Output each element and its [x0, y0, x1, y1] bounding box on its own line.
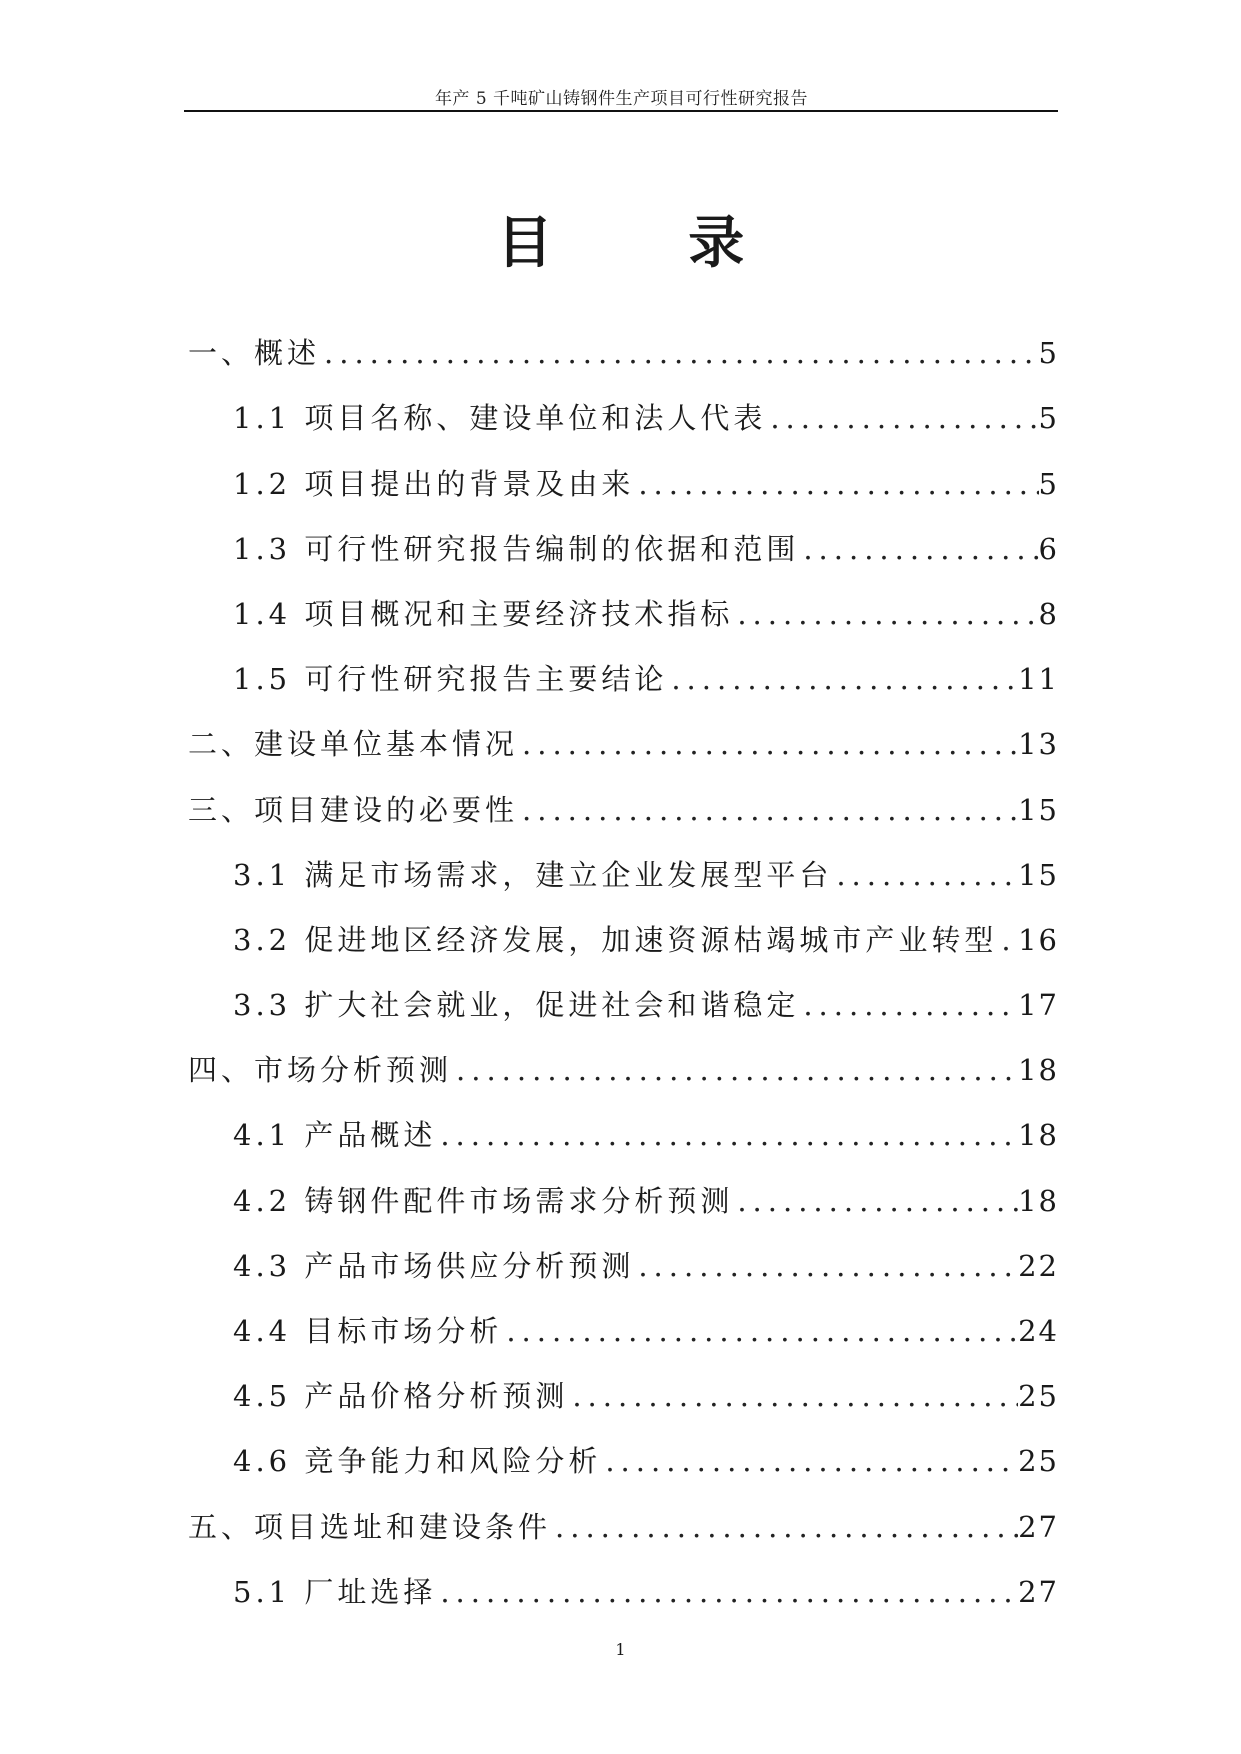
toc-entry-page: 24	[1018, 1314, 1059, 1348]
toc-section-entry[interactable]	[188, 1085, 1059, 1153]
toc-entry-title: 4.3 产品市场供应分析预测	[233, 1248, 635, 1283]
toc-dot-leader	[832, 861, 1018, 890]
toc-section-entry[interactable]	[188, 1216, 1059, 1281]
toc-entry-page: 25	[1018, 1444, 1059, 1479]
toc-entry-page: 27	[1018, 1509, 1059, 1544]
toc-dot-leader	[320, 339, 1039, 368]
toc-entry-title: 4.5 产品价格分析预测	[233, 1379, 569, 1414]
toc-dot-leader	[551, 1513, 1018, 1542]
toc-dot-leader	[568, 1382, 1018, 1411]
toc-entry-title: 3.2 促进地区经济发展，加速资源枯竭城市产业转型	[233, 922, 998, 957]
table-of-contents	[188, 303, 1059, 1607]
toc-dot-leader	[733, 600, 1038, 629]
toc-entry-title: 三、项目建设的必要性	[188, 792, 519, 827]
toc-entry-title: 1.1 项目名称、建设单位和法人代表	[233, 401, 767, 436]
toc-section-entry[interactable]	[188, 564, 1059, 629]
toc-entry-page: 22	[1018, 1248, 1059, 1283]
toc-entry-title: 五、项目选址和建设条件	[188, 1509, 552, 1544]
toc-chapter-entry[interactable]	[188, 1476, 1059, 1544]
toc-entry-title: 5.1 厂址选择	[233, 1574, 437, 1609]
toc-dot-leader	[436, 1121, 1018, 1150]
toc-entry-title: 3.1 满足市场需求，建立企业发展型平台	[233, 857, 833, 892]
toc-entry-page: 16	[1018, 922, 1059, 957]
toc-title: 目 录	[496, 210, 803, 276]
toc-entry-title: 一、概述	[188, 336, 321, 371]
toc-section-entry[interactable]	[188, 1346, 1059, 1414]
toc-dot-leader	[667, 665, 1018, 694]
toc-entry-page: 25	[1018, 1379, 1059, 1414]
toc-section-entry[interactable]	[188, 825, 1059, 890]
header-divider	[184, 110, 1058, 112]
toc-entry-title: 4.4 目标市场分析	[233, 1314, 503, 1348]
running-header: 年产 5 千吨矿山铸钢件生产项目可行性研究报告	[434, 89, 809, 109]
toc-section-entry[interactable]	[188, 499, 1059, 564]
toc-dot-leader	[997, 926, 1018, 955]
toc-section-entry[interactable]	[188, 890, 1059, 955]
toc-section-entry[interactable]	[188, 1542, 1059, 1607]
toc-dot-leader	[799, 535, 1038, 564]
toc-dot-leader	[634, 1252, 1018, 1281]
toc-dot-leader	[766, 404, 1038, 433]
toc-section-entry[interactable]	[188, 955, 1059, 1023]
toc-dot-leader	[733, 1187, 1018, 1216]
toc-chapter-entry[interactable]	[188, 694, 1059, 762]
toc-section-entry[interactable]	[188, 1150, 1059, 1218]
toc-entry-page: 15	[1018, 792, 1059, 827]
toc-entry-page: 13	[1018, 727, 1059, 762]
toc-entry-page: 5	[1038, 401, 1059, 436]
toc-dot-leader	[502, 1317, 1018, 1346]
toc-entry-title: 四、市场分析预测	[188, 1053, 453, 1088]
toc-section-entry[interactable]	[188, 629, 1059, 697]
toc-section-entry[interactable]	[188, 433, 1059, 501]
toc-entry-page: 17	[1018, 988, 1059, 1023]
toc-section-entry[interactable]	[188, 368, 1059, 436]
toc-entry-page: 18	[1018, 1183, 1059, 1218]
toc-section-entry[interactable]	[188, 1281, 1059, 1346]
toc-entry-title: 3.3 扩大社会就业，促进社会和谐稳定	[233, 988, 800, 1023]
toc-entry-page: 18	[1018, 1053, 1059, 1088]
toc-entry-title: 1.2 项目提出的背景及由来	[233, 466, 635, 501]
toc-entry-page: 6	[1038, 531, 1059, 566]
toc-entry-title: 4.6 竞争能力和风险分析	[233, 1444, 602, 1479]
toc-dot-leader	[518, 730, 1018, 759]
toc-chapter-entry[interactable]	[188, 759, 1059, 827]
toc-entry-page: 27	[1018, 1574, 1059, 1609]
toc-entry-page: 11	[1018, 662, 1059, 697]
toc-chapter-entry[interactable]	[188, 1020, 1059, 1088]
toc-entry-page: 18	[1018, 1118, 1059, 1153]
toc-entry-page: 5	[1038, 336, 1059, 371]
toc-entry-title: 4.2 铸钢件配件市场需求分析预测	[233, 1183, 734, 1218]
toc-entry-title: 4.1 产品概述	[233, 1118, 437, 1153]
toc-entry-title: 1.5 可行性研究报告主要结论	[233, 662, 668, 697]
toc-dot-leader	[452, 1056, 1018, 1085]
toc-entry-title: 1.3 可行性研究报告编制的依据和范围	[233, 531, 800, 566]
toc-dot-leader	[799, 991, 1018, 1020]
toc-section-entry[interactable]	[188, 1411, 1059, 1479]
toc-entry-title: 二、建设单位基本情况	[188, 727, 519, 762]
toc-entry-title: 1.4 项目概况和主要经济技术指标	[233, 596, 734, 631]
toc-dot-leader	[518, 796, 1018, 825]
toc-dot-leader	[634, 470, 1038, 499]
toc-dot-leader	[436, 1578, 1018, 1607]
toc-entry-page: 8	[1038, 596, 1059, 631]
toc-chapter-entry[interactable]	[188, 303, 1059, 371]
page-number: 1	[615, 1640, 626, 1659]
toc-entry-page: 15	[1018, 857, 1059, 892]
toc-dot-leader	[601, 1447, 1018, 1476]
toc-entry-page: 5	[1038, 466, 1059, 501]
